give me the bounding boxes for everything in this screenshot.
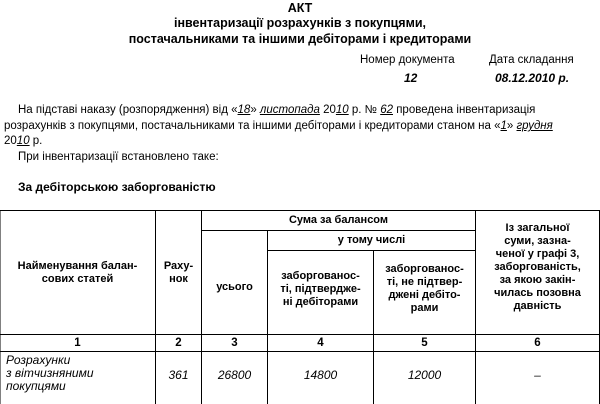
table-row-confirmed: 14800	[303, 368, 338, 382]
doc-date-value: 08.12.2010 р.	[495, 71, 570, 85]
order-number: 62	[380, 104, 393, 116]
header-confirmed: заборгованос- ті, підтверджe- ні дебіторами	[280, 270, 361, 308]
document-subtitle-line1: інвентаризації розрахунків з покупцями,	[174, 16, 426, 30]
document-title: АКТ	[287, 1, 313, 15]
table-row-unconfirmed: 12000	[407, 368, 442, 382]
doc-number-label: Номер документа	[360, 54, 455, 66]
header-balance-items: Найменування балан- сових статей	[17, 260, 138, 285]
state-day: 1	[500, 120, 507, 132]
column-number-4: 4	[317, 337, 324, 349]
table-row-account: 361	[168, 368, 189, 382]
state-year: 10	[16, 135, 30, 147]
column-number-2: 2	[175, 337, 182, 349]
table-row-name: Розрахунки з вітчизняними покупцями	[6, 353, 94, 393]
table-row-total: 26800	[217, 368, 252, 382]
section-title: За дебіторською заборгованістю	[18, 180, 216, 194]
header-balance-sum: Сума за балансом	[288, 214, 389, 226]
column-number-5: 5	[421, 337, 428, 349]
intro-line-2: розрахунків з покупцями, постачальниками та іншими дебіторами і кредиторами станом на «1» грудня	[4, 120, 553, 132]
state-month: грудня	[516, 120, 553, 132]
intro-line-1: На підставі наказу (розпорядження) від «18» листопада 2010 р. № 62 проведена інвентаризація	[18, 104, 536, 116]
header-expired: Із загальної суми, зазна- ченої у графі 3, заборгованість, за якою закін- чилась позовна давність	[494, 222, 581, 312]
column-number-1: 1	[74, 337, 81, 349]
header-account: Раху- нок	[163, 260, 194, 285]
column-number-6: 6	[534, 337, 541, 349]
order-year: 10	[335, 104, 349, 116]
intro-line-3: 2010 р.	[4, 135, 43, 147]
doc-date-label: Дата складання	[489, 54, 574, 66]
header-total: усього	[216, 281, 253, 293]
document-subtitle-line2: постачальниками та іншими дебіторами і кредиторами	[128, 32, 472, 46]
table-row-expired: –	[534, 368, 541, 382]
order-month: листопада	[259, 104, 320, 116]
column-number-3: 3	[231, 337, 238, 349]
intro-line-4: При інвентаризації встановлено таке:	[18, 151, 219, 163]
header-unconfirmed: заборгованос- ті, не підтвер- джені дебіто- рами	[385, 263, 464, 314]
header-including: у тому числі	[337, 234, 406, 246]
doc-number-value: 12	[404, 71, 418, 85]
order-day: 18	[237, 104, 251, 116]
